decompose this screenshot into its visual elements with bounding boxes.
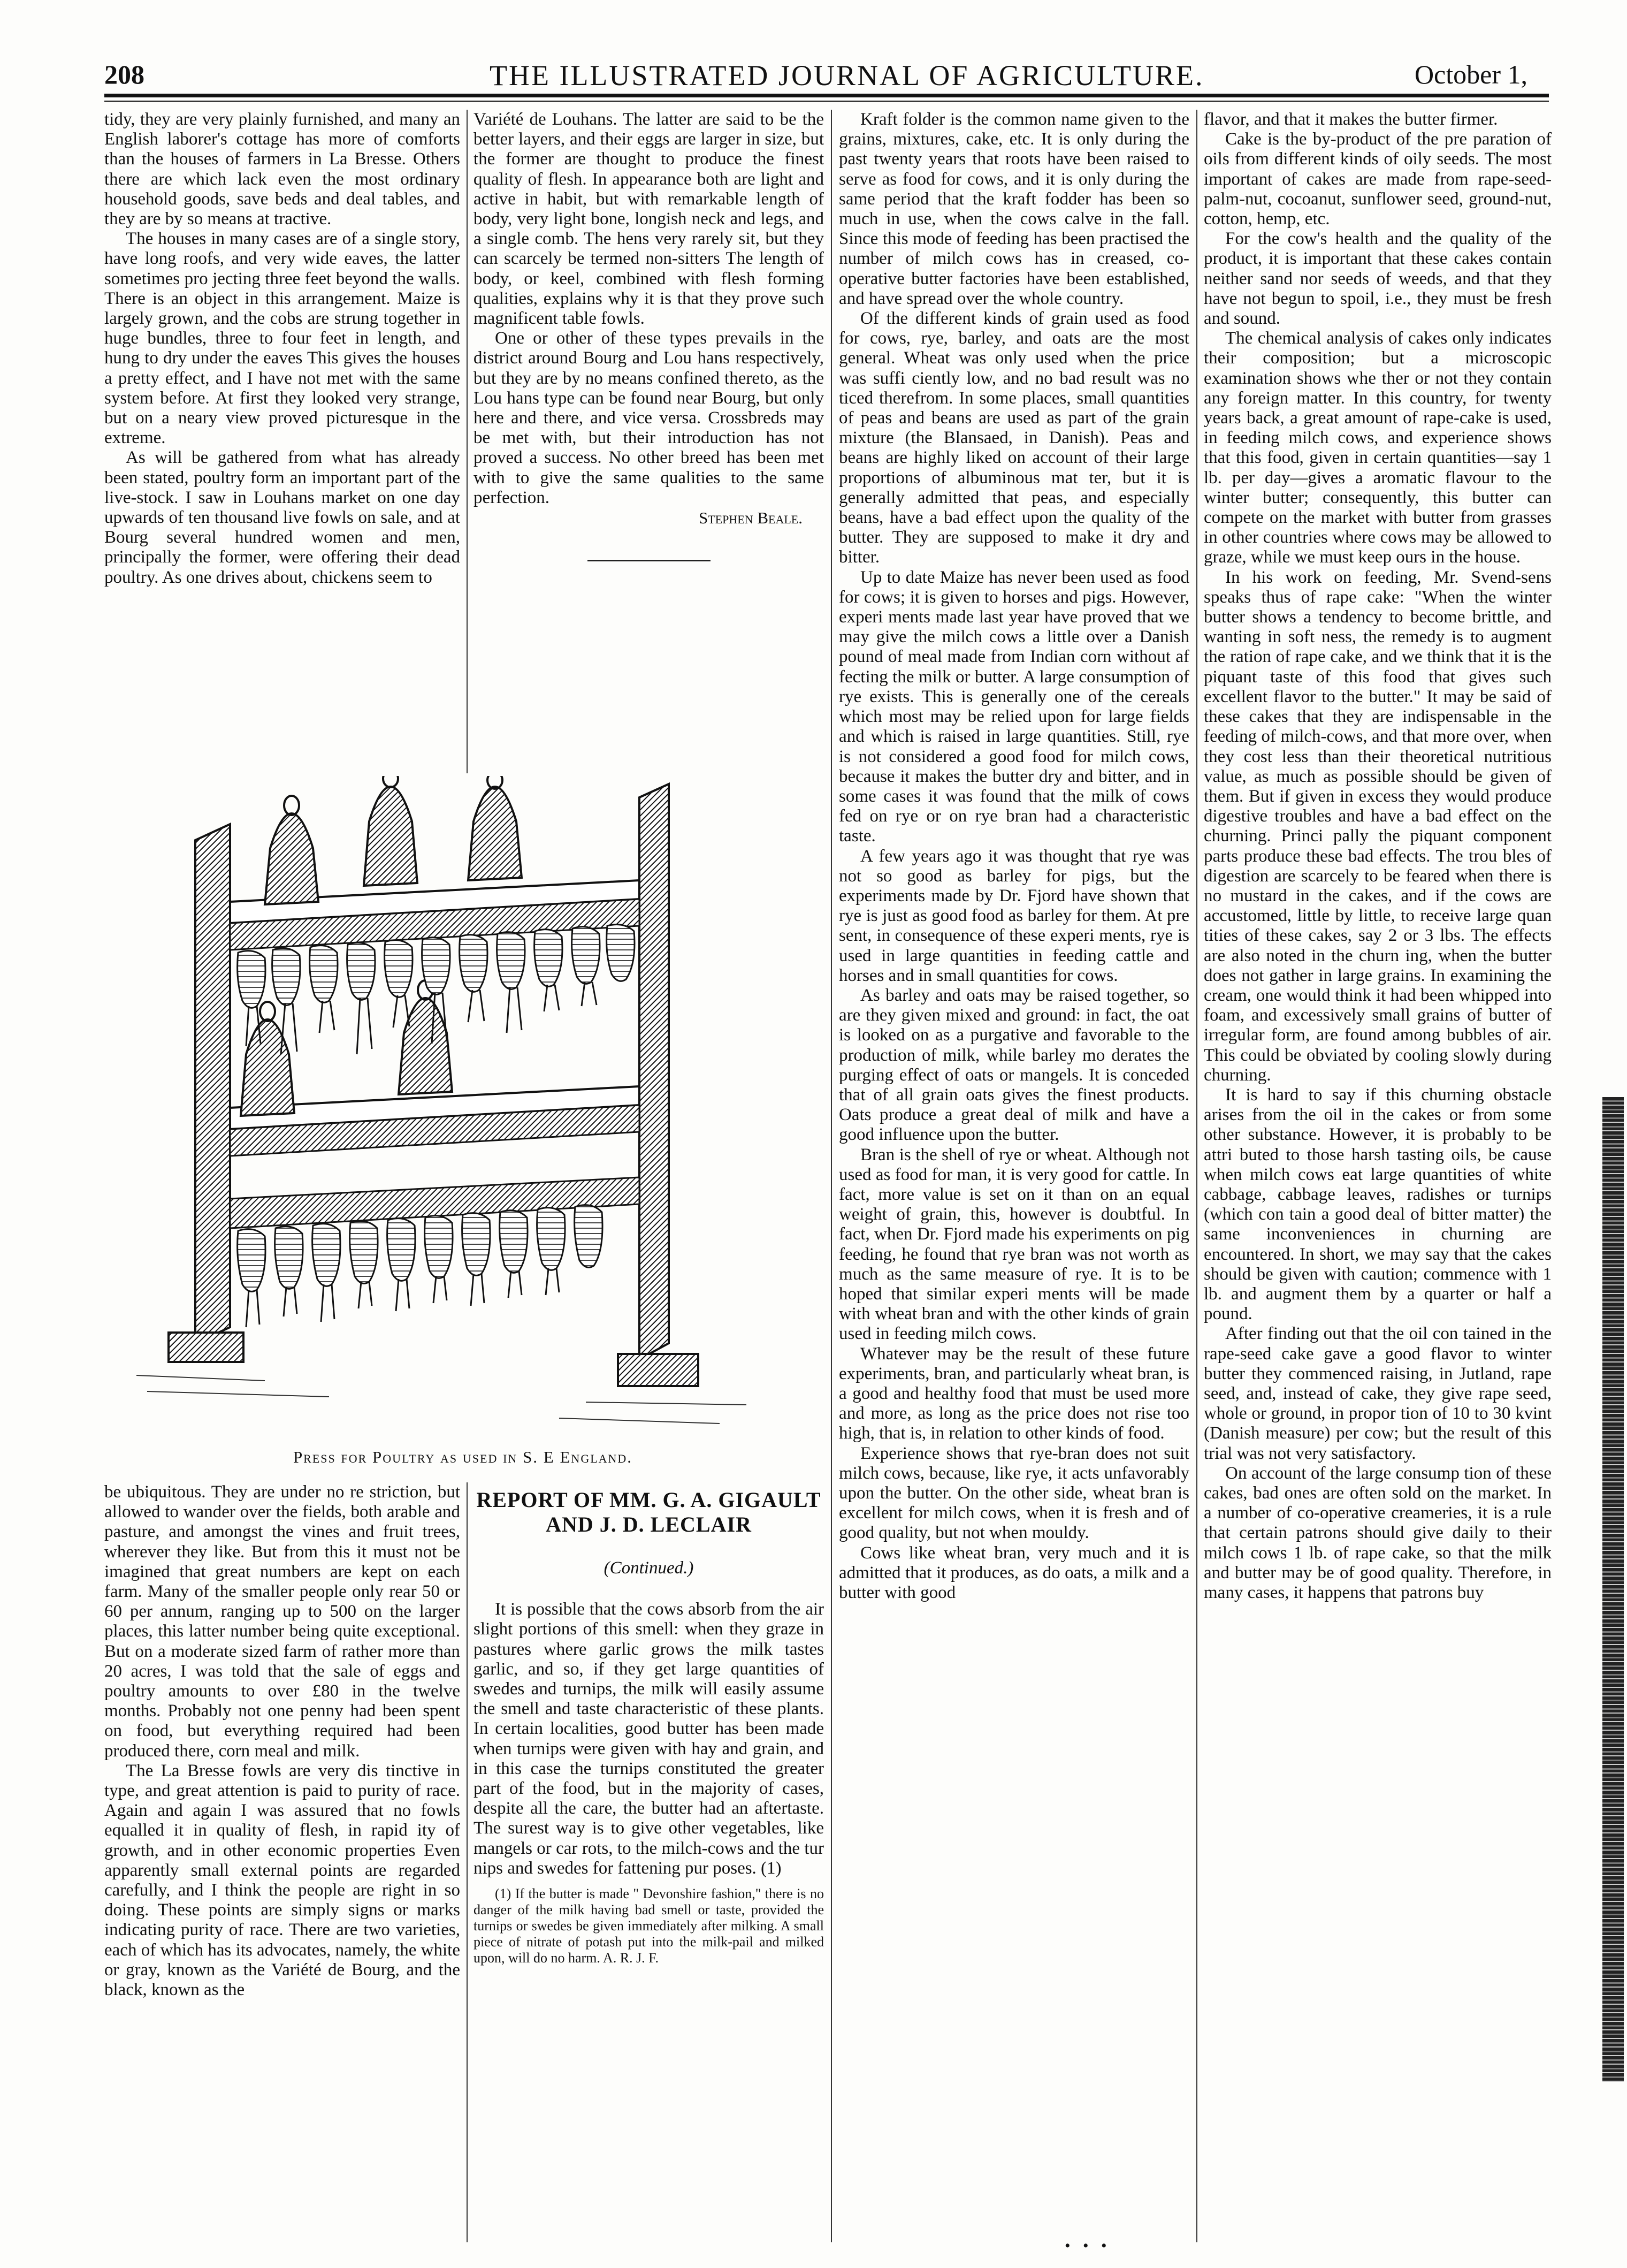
paragraph: As barley and oats may be raised together, so are they given mixed and ground: in fact, the oat is looked on as a purgative and favorable to the production of milk, while barley mo derates the purging effect of oats or mangels. It is conceded that of all grain oats gives the finest products. Oats produce a great deal of milk and have a good influence upon the butter. — [839, 985, 1189, 1145]
column-divider — [831, 110, 832, 2242]
paragraph: be ubiquitous. They are under no re striction, but allowed to wander over the fields, both arable and pasture, and amongst the vines and fruit trees, wherever they like. But from this it must not be imagined that great numbers are kept on each farm. Many of the smaller people only rear 50 or 60 per annum, ranging up to 500 on the larger places, this latter number being quite exceptional. But on a moderate sized farm of rather more than 20 acres, I was told that the sale of eggs and poultry amounts to over £80 in the twelve months. Probably not one penny had been spent on food, but everything required had been produced there, corn meal and milk. — [104, 1482, 460, 1761]
paragraph: The houses in many cases are of a single story, have long roofs, and very wide eaves, the latter sometimes pro jecting three feet beyond the walls. There is an object in this arrangement. Maize is largely grown, and the cobs are strung together in huge bundles, three to four feet in length, and hung to dry under the eaves This gives the houses a pretty effect, and I have not met with the same system before. At first they looked very strange, but on a neary view proved picturesque in the extreme. — [104, 229, 460, 448]
footnote: (1) If the butter is made " Devonshire fashion," there is no danger of the milk having bad smell or taste, provided the turnips or swedes be given immediately after milking. A small piece of nitrate of potash put into the milk-pail and milked upon, will do no harm. A. R. J. F. — [473, 1886, 824, 1966]
paragraph: For the cow's health and the quality of the product, it is important that these cakes contain neither sand nor seeds of weeds, and that they have not begun to spoil, i.e., they must be fresh and sound. — [1204, 229, 1552, 329]
column-4 — [1204, 110, 1552, 2242]
paragraph: Of the different kinds of grain used as food for cows, rye, barley, and oats are the most general. Wheat was only used when the price was suffi ciently low, and no bad result was no ticed therefrom. In some places, small quantities of peas and beans are used as part of the grain mixture (the Blansaed, in Danish). Peas and beans are highly liked on account of their large proportions of albuminous mat ter, but it is generally admitted that peas, and especially beans, have a bad effect upon the quality of the butter. They are supposed to make it dry and bitter. — [839, 309, 1189, 567]
paragraph: Variété de Louhans. The latter are said to be the better layers, and their eggs are larger in size, but the former are thought to produce the finest quality of flesh. In appearance both are light and active in habit, but with remarkable length of body, very light bone, longish neck and legs, and a single comb. The hens very rarely sit, but they can scarcely be termed non-sitters The length of body, or keel, combined with flesh forming qualities, explains why it is that they prove such magnificent table fowls. — [473, 110, 824, 329]
paragraph: After finding out that the oil con tained in the rape-seed cake gave a good flavor to winter butter they commenced raising, in Jutland, rape seed, and, instead of cake, they give rape seed, whole or ground, in propor tion of 10 to 30 kvint (Danish measure) per cow; but the result of this trial was not very satisfactory. — [1204, 1324, 1552, 1463]
paragraph: On account of the large consump tion of these cakes, bad ones are often sold on the market. In a number of co-operative creameries, it is a rule that certain patrons should give daily to their milch cows 1 lb. of rape cake, so that the milk and butter may be of good quality. Therefore, in many cases, it happens that patrons buy — [1204, 1463, 1552, 1603]
page-ornament-dots: • • • — [1065, 2237, 1111, 2255]
continued-label: (Continued.) — [604, 1558, 694, 1578]
report-title: REPORT OF MM. G. A. GIGAULT AND J. D. LECLAIR — [476, 1488, 821, 1536]
author-signature: Stephen Beale. — [699, 508, 803, 528]
paragraph: As will be gathered from what has already been stated, poultry form an important part of the live-stock. I saw in Louhans market on one day upwards of ten thousand live fowls on sale, and at Bourg several hundred women and men, principally the former, were offering their dead poultry. As one drives about, chickens seem to — [104, 448, 460, 587]
page-number: 208 — [104, 59, 144, 89]
poultry-press-illustration — [104, 776, 821, 1440]
section-separator — [587, 560, 711, 561]
figure-caption: Press for Poultry as used in S. E England. — [293, 1448, 633, 1466]
paragraph: Up to date Maize has never been used as food for cows; it is given to horses and pigs. However, experi ments made last year have proved that we may give the milch cows a little over a Danish pound of meal made from Indian corn without af fecting the milk or butter. A large consumption of rye exists. This is generally one of the cereals which most may be relied upon for large fields and which is raised in large quantities. Still, rye is not considered a good food for milch cows, because it makes the butter dry and bitter, and in some cases it was found that the milk of cows fed on rye or on rye bran had a characteristic taste. — [839, 567, 1189, 846]
column-divider — [1196, 110, 1197, 2242]
column-divider — [467, 1482, 468, 2242]
paragraph: A few years ago it was thought that rye was not so good as barley for pigs, but the experiments made by Dr. Fjord have shown that rye is just as good food as barley for them. At pre sent, in consequence of these experi ments, rye is used in large quantities in feeding cattle and horses and in small quantities for cows. — [839, 846, 1189, 985]
paragraph: Cows like wheat bran, very much and it is admitted that it produces, as do oats, a milk and a butter with good — [839, 1543, 1189, 1603]
scanned-page-edge — [1602, 1097, 1624, 2082]
header-rule-thick — [104, 94, 1549, 97]
paragraph: Cake is the by-product of the pre paration of oils from different kinds of oily seeds. The most important of cakes are made from rape-seed-palm-nut, cocoanut, sunflower seed, ground-nut, cotton, hemp, etc. — [1204, 130, 1552, 229]
paragraph: It is hard to say if this churning obstacle arises from the oil in the cakes or from some other substance. However, it is probably to be attri buted to those harsh tasting oils, be cause when milch cows eat large quantities of white cabbage, cabbage leaves, radishes or turnips (which con tain a good deal of bitter matter) the same inconveniences in churning are encountered. In short, we may say that the cakes should be given with caution; commence with 1 lb. and augment them by a quarter or half a pound. — [1204, 1085, 1552, 1324]
paragraph: The chemical analysis of cakes only indicates their composition; but a microscopic examination shows whe ther or not they contain any foreign matter. In this country, for twenty years back, a great amount of rape-cake is used, in feeding milch cows, and experience shows that this food, given in certain quantities—say 1 lb. per day—gives a aromatic flavour to the winter butter; consequently, this butter can compete on the market with butter from grasses in other countries where cows may be allowed to graze, while we must keep ours in the house. — [1204, 329, 1552, 567]
paragraph: In his work on feeding, Mr. Svend-sens speaks thus of rape cake: "When the winter butter shows a tendency to become brittle, and wanting in soft ness, the remedy is to augment the ration of rape cake, and we think that it is the piquant taste of this food that gives such excellent flavor to the butter." It may be said of these cakes that they are indispensable in the feeding of milch-cows, and that more over, when they cost less than their theoretical nutritious value, as much as possible should be given of them. But if given in excess they would produce digestive troubles and have a bad effect on the churning. Princi pally the piquant component parts produce these bad effects. The trou bles of digestion are scarcely to be feared when there is no mustard in the cakes, and if the cows are accustomed, little by little, to receive large quan tities of these cakes, say 2 or 3 lbs. The effects are also noted in the churn ing, when the butter does not gather in large grains. In examining the cream, one would think it had been whipped into foam, and excessively small grains of butter of irregular form, are found among bubbles of air. This could be obviated by cooling slowly during churning. — [1204, 567, 1552, 1085]
paragraph: Bran is the shell of rye or wheat. Although not used as food for man, it is very good for cattle. In fact, more value is set on it than on an equal weight of grain, this, however is doubtful. In fact, when Dr. Fjord made his experiments on pig feeding, he found that rye bran was not worth as much as the same measure of rye. It is to be hoped that similar experi ments will be made with wheat bran and with the other kinds of grain used in feeding milch cows. — [839, 1145, 1189, 1344]
paragraph: Experience shows that rye-bran does not suit milch cows, because, like rye, it acts unfavorably upon the butter. On the other side, wheat bran is excellent for milch cows, when it is fresh and of good quality, but not when mouldy. — [839, 1443, 1189, 1543]
paragraph: Whatever may be the result of these future experiments, bran, and particularly wheat bran, is a good and healthy food that must be used more and more, as long as the price does not rise too high, that is, in relation to other kinds of food. — [839, 1344, 1189, 1443]
paragraph: The La Bresse fowls are very dis tinctive in type, and great attention is paid to purity of race. Again and again I was assured that no fowls equalled it in quality of flesh, in rapid ity of growth, and in other economic properties Even apparently small external points are regarded carefully, and I think the people are right in so doing. These points are simply signs or marks indicating purity of race. There are two varieties, each of which has its advocates, namely, the white or gray, known as the Variété de Bourg, and the black, known as the — [104, 1761, 460, 2000]
column-1-upper — [104, 110, 460, 781]
column-2-lower — [473, 1482, 824, 2248]
paragraph: It is possible that the cows absorb from the air slight portions of this smell: when they graze in pastures where garlic grows the milk tastes garlic, and so, if they get large quantities of swedes and turnips, the milk will easily assume the smell and taste characteristic of these plants. In certain localities, good butter has been made when turnips were given with hay and grain, and in this case the turnips constituted the greater part of the food, but in the majority of cases, despite all the care, the butter had an aftertaste. The surest way is to give other vegetables, like mangels or car rots, to the milch-cows and the tur nips and swedes for fattening pur poses. (1) — [473, 1600, 824, 1878]
issue-date: October 1, — [1414, 59, 1527, 89]
paragraph: flavor, and that it makes the butter firmer. — [1204, 110, 1498, 129]
paragraph: One or other of these types prevails in the district around Bourg and Lou hans respectively, but they are by no means confined thereto, as the Lou hans type can be found near Bourg, but only here and there, and vice versa. Crossbreds may be met with, but their introduction has not proved a success. No other breed has been met with to give the same qualities to the same perfection. — [473, 329, 824, 507]
column-divider — [467, 110, 468, 773]
header-rule-thin — [104, 101, 1549, 102]
column-3 — [839, 110, 1189, 2242]
column-2-upper — [473, 110, 824, 779]
paragraph: tidy, they are very plainly furnished, and many an English laborer's cottage has more of comforts than the houses of farmers in La Bresse. Others there are which lack even the most ordinary household goods, save beds and deal tables, and they are by so means at tractive. — [104, 110, 460, 229]
paragraph: Kraft folder is the common name given to the grains, mixtures, cake, etc. It is only during the past twenty years that roots have been raised to serve as food for cows, and it is only during the same period that the kraft fodder has been so much in use, when the cows calve in the fall. Since this mode of feeding has been practised the number of milch cows has in creased, co-operative butter factories have been established, and have spread over the whole country. — [839, 110, 1189, 308]
journal-title: THE ILLUSTRATED JOURNAL OF AGRICULTURE. — [490, 59, 1204, 92]
column-1-lower — [104, 1482, 460, 2248]
